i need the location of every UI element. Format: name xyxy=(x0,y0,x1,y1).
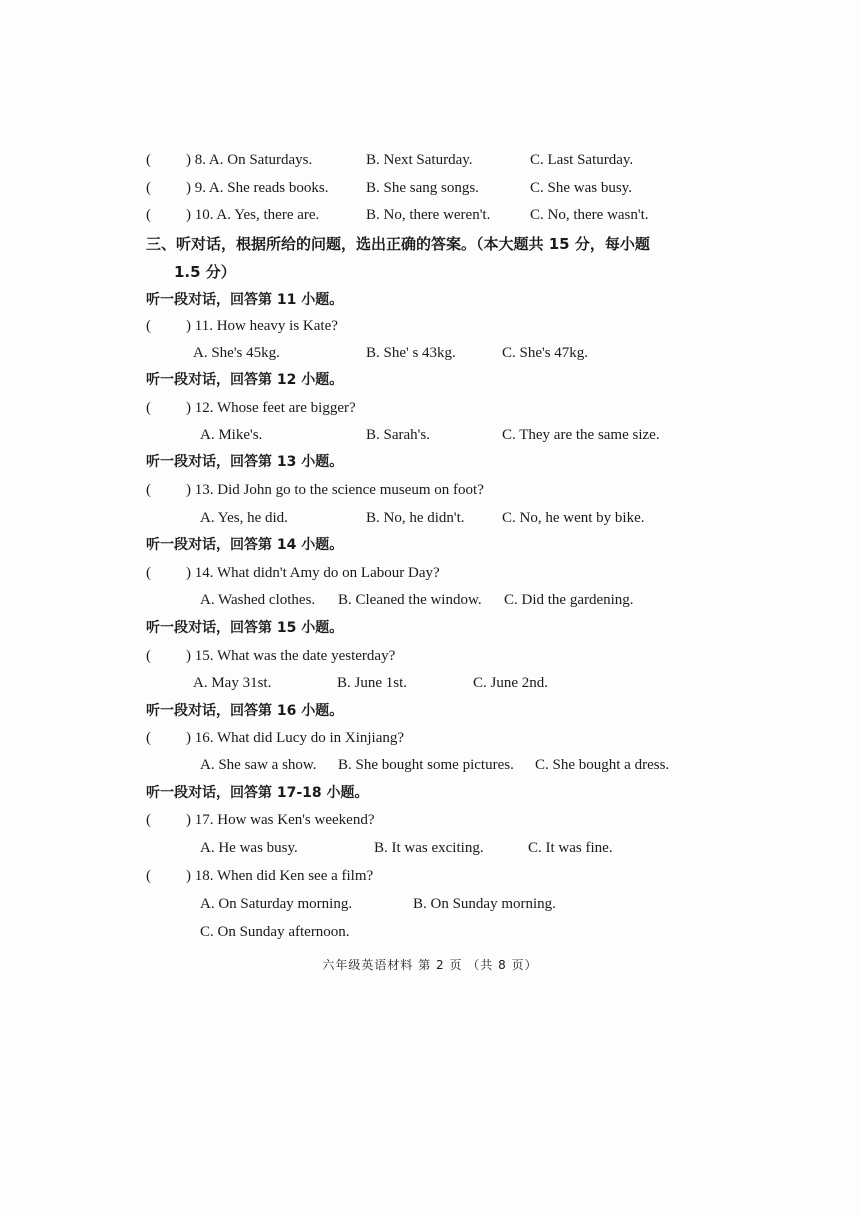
question-16-option-b: B. She bought some pictures. xyxy=(338,757,514,773)
question-12-option-a: A. Mike's. xyxy=(200,427,263,443)
question-11-option-c: C. She's 47kg. xyxy=(502,345,589,361)
question-14-stem: ) 14. What didn't Amy do on Labour Day? xyxy=(186,565,440,581)
question-10-option-c: C. No, there wasn't. xyxy=(530,207,649,223)
question-18-option-b: B. On Sunday morning. xyxy=(413,896,556,912)
question-13-option-c: C. No, he went by bike. xyxy=(502,510,645,526)
question-8-option-b: B. Next Saturday. xyxy=(366,152,473,168)
question-13-option-a: A. Yes, he did. xyxy=(200,510,288,526)
question-17-stem: ) 17. How was Ken's weekend? xyxy=(186,812,375,828)
question-16-stem: ) 16. What did Lucy do in Xinjiang? xyxy=(186,730,405,746)
question-10-option-b: B. No, there weren't. xyxy=(366,207,491,223)
instruction-14: 听一段对话，回答第 14 小题。 xyxy=(146,537,344,553)
answer-paren: ( xyxy=(146,152,151,168)
question-14-option-b: B. Cleaned the window. xyxy=(338,592,482,608)
question-15-option-a: A. May 31st. xyxy=(193,675,272,691)
question-12-option-c: C. They are the same size. xyxy=(502,427,660,443)
question-9-stem: ) 9. A. She reads books. xyxy=(186,180,329,196)
instruction-11: 听一段对话，回答第 11 小题。 xyxy=(146,292,344,308)
section-3-heading: 三、听对话，根据所给的问题，选出正确的答案。（本大题共 15 分，每小题 xyxy=(146,235,650,253)
question-14-option-a: A. Washed clothes. xyxy=(200,592,316,608)
section-3-heading-cont: 1.5 分） xyxy=(174,263,236,281)
answer-paren: ( xyxy=(146,812,151,828)
question-17-option-a: A. He was busy. xyxy=(200,840,298,856)
question-8-option-c: C. Last Saturday. xyxy=(530,152,634,168)
page-footer: 六年级英语材料 第 2 页 （共 8 页） xyxy=(322,958,538,972)
instruction-17-18: 听一段对话，回答第 17-18 小题。 xyxy=(146,785,369,801)
question-9-option-c: C. She was busy. xyxy=(530,180,632,196)
question-18-option-c: C. On Sunday afternoon. xyxy=(200,924,350,940)
answer-paren: ( xyxy=(146,180,151,196)
answer-paren: ( xyxy=(146,207,151,223)
question-12-option-b: B. Sarah's. xyxy=(366,427,430,443)
question-16-option-a: A. She saw a show. xyxy=(200,757,317,773)
instruction-16: 听一段对话，回答第 16 小题。 xyxy=(146,703,344,719)
question-12-stem: ) 12. Whose feet are bigger? xyxy=(186,400,356,416)
question-15-stem: ) 15. What was the date yesterday? xyxy=(186,648,396,664)
question-15-option-c: C. June 2nd. xyxy=(473,675,548,691)
question-17-option-b: B. It was exciting. xyxy=(374,840,484,856)
question-15-option-b: B. June 1st. xyxy=(337,675,408,691)
question-18-stem: ) 18. When did Ken see a film? xyxy=(186,868,374,884)
answer-paren: ( xyxy=(146,730,151,746)
answer-paren: ( xyxy=(146,565,151,581)
question-11-option-b: B. She' s 43kg. xyxy=(366,345,456,361)
instruction-13: 听一段对话，回答第 13 小题。 xyxy=(146,454,344,470)
question-18-option-a: A. On Saturday morning. xyxy=(200,896,353,912)
instruction-12: 听一段对话，回答第 12 小题。 xyxy=(146,372,344,388)
instruction-15: 听一段对话，回答第 15 小题。 xyxy=(146,620,344,636)
question-11-stem: ) 11. How heavy is Kate? xyxy=(186,318,338,334)
question-8-stem: ) 8. A. On Saturdays. xyxy=(186,152,313,168)
question-14-option-c: C. Did the gardening. xyxy=(504,592,634,608)
question-13-option-b: B. No, he didn't. xyxy=(366,510,465,526)
answer-paren: ( xyxy=(146,318,151,334)
question-11-option-a: A. She's 45kg. xyxy=(193,345,280,361)
answer-paren: ( xyxy=(146,648,151,664)
question-13-stem: ) 13. Did John go to the science museum on foot? xyxy=(186,482,484,498)
question-16-option-c: C. She bought a dress. xyxy=(535,757,670,773)
answer-paren: ( xyxy=(146,482,151,498)
question-10-stem: ) 10. A. Yes, there are. xyxy=(186,207,320,223)
answer-paren: ( xyxy=(146,400,151,416)
question-9-option-b: B. She sang songs. xyxy=(366,180,479,196)
question-17-option-c: C. It was fine. xyxy=(528,840,613,856)
answer-paren: ( xyxy=(146,868,151,884)
